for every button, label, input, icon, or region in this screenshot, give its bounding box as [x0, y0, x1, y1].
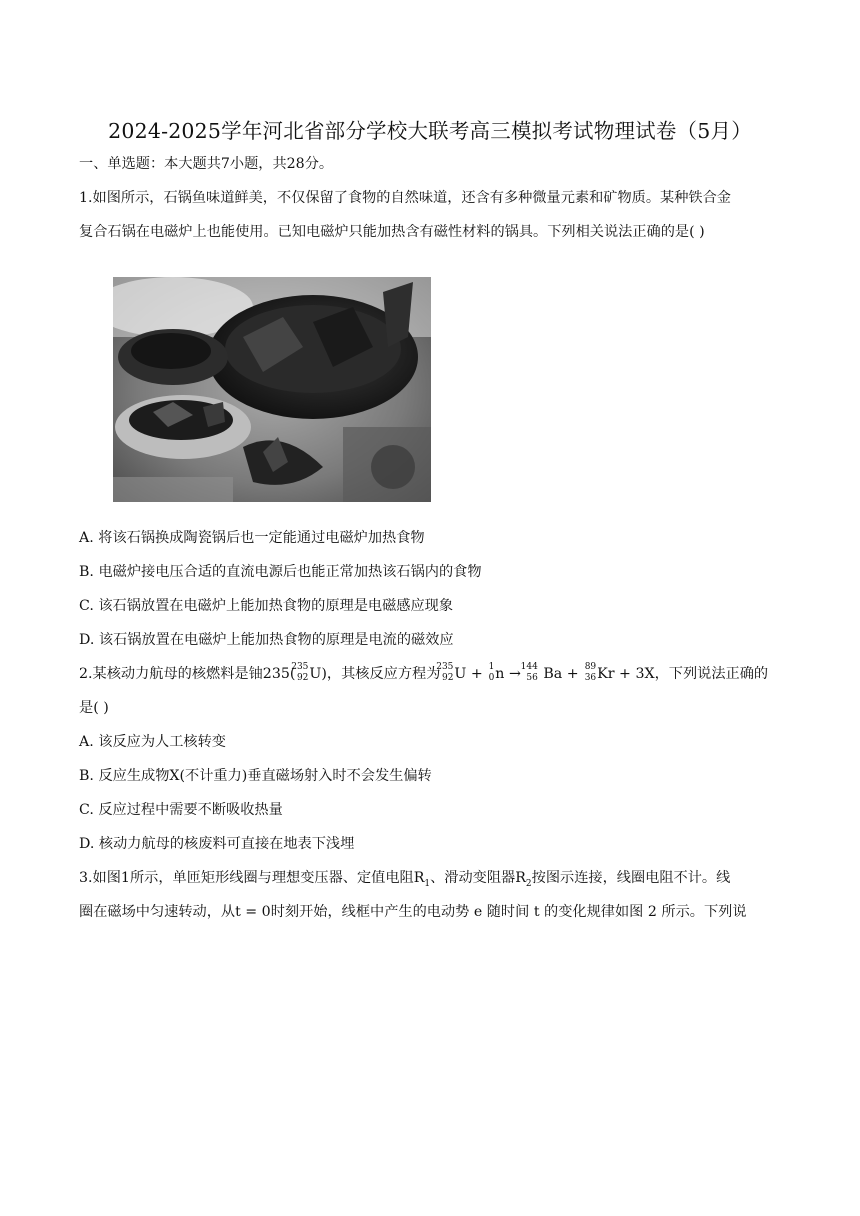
- q1-option-b: B. 电磁炉接电压合适的直流电源后也能正常加热该石锅内的食物: [79, 564, 482, 580]
- eq-neutron-nuclide: 1 0: [488, 662, 495, 683]
- stone-pot-fish-photo: [113, 277, 431, 502]
- q2-stem-line1: 2.某核动力航母的核燃料是铀235( 235 92 U)，其核反应方程为 235 92 U + 1 0 n → 144 56 Ba + 89 36 Kr + 3X，下列说法正确的: [79, 662, 769, 683]
- r1-subscript: 1: [424, 879, 431, 889]
- q1-option-c: C. 该石锅放置在电磁炉上能加热食物的原理是电磁感应现象: [79, 598, 454, 614]
- q2-option-c: C. 反应过程中需要不断吸收热量: [79, 802, 283, 818]
- r2-subscript: 2: [525, 879, 532, 889]
- q1-option-a: A. 将该石锅换成陶瓷锅后也一定能通过电磁炉加热食物: [79, 530, 425, 546]
- q2-option-a: A. 该反应为人工核转变: [79, 734, 226, 750]
- eq-uranium-nuclide: 235 92: [436, 662, 454, 683]
- u235-nuclide-label: 235 92: [291, 662, 309, 683]
- q1-stem-line2: 复合石锅在电磁炉上也能使用。已知电磁炉只能加热含有磁性材料的锅具。下列相关说法正确的是( ): [79, 224, 705, 240]
- page-title: 2024-2025学年河北省部分学校大联考高三模拟考试物理试卷（5月）: [108, 119, 752, 143]
- section-heading: 一、单选题：本大题共7小题，共28分。: [79, 156, 334, 172]
- q1-stem-line1: 1.如图所示，石锅鱼味道鲜美，不仅保留了食物的自然味道，还含有多种微量元素和矿物质。某种铁合金: [79, 190, 731, 206]
- q2-stem-text-a: 2.某核动力航母的核燃料是铀235(: [79, 666, 296, 682]
- eq-krypton-nuclide: 89 36: [584, 662, 597, 683]
- q3-stem-line2: 圈在磁场中匀速转动，从t = 0时刻开始，线框中产生的电动势 e 随时间 t 的变化规律如图 2 所示。下列说: [79, 904, 747, 920]
- q1-option-d: D. 该石锅放置在电磁炉上能加热食物的原理是电流的磁效应: [79, 632, 454, 648]
- eq-barium-nuclide: 144 56: [520, 662, 538, 683]
- q2-option-b: B. 反应生成物X(不计重力)垂直磁场射入时不会发生偏转: [79, 768, 432, 784]
- q3-stem-line1: 3.如图1所示，单匝矩形线圈与理想变压器、定值电阻$R_1$、滑动变阻器$R_2$按图示连接，线圈电阻不计。线: [79, 870, 731, 889]
- q2-stem-line2: 是( ): [79, 700, 109, 716]
- q2-stem-text-b: )，其核反应方程为: [321, 666, 441, 682]
- q2-option-d: D. 核动力航母的核废料可直接在地表下浅埋: [79, 836, 355, 852]
